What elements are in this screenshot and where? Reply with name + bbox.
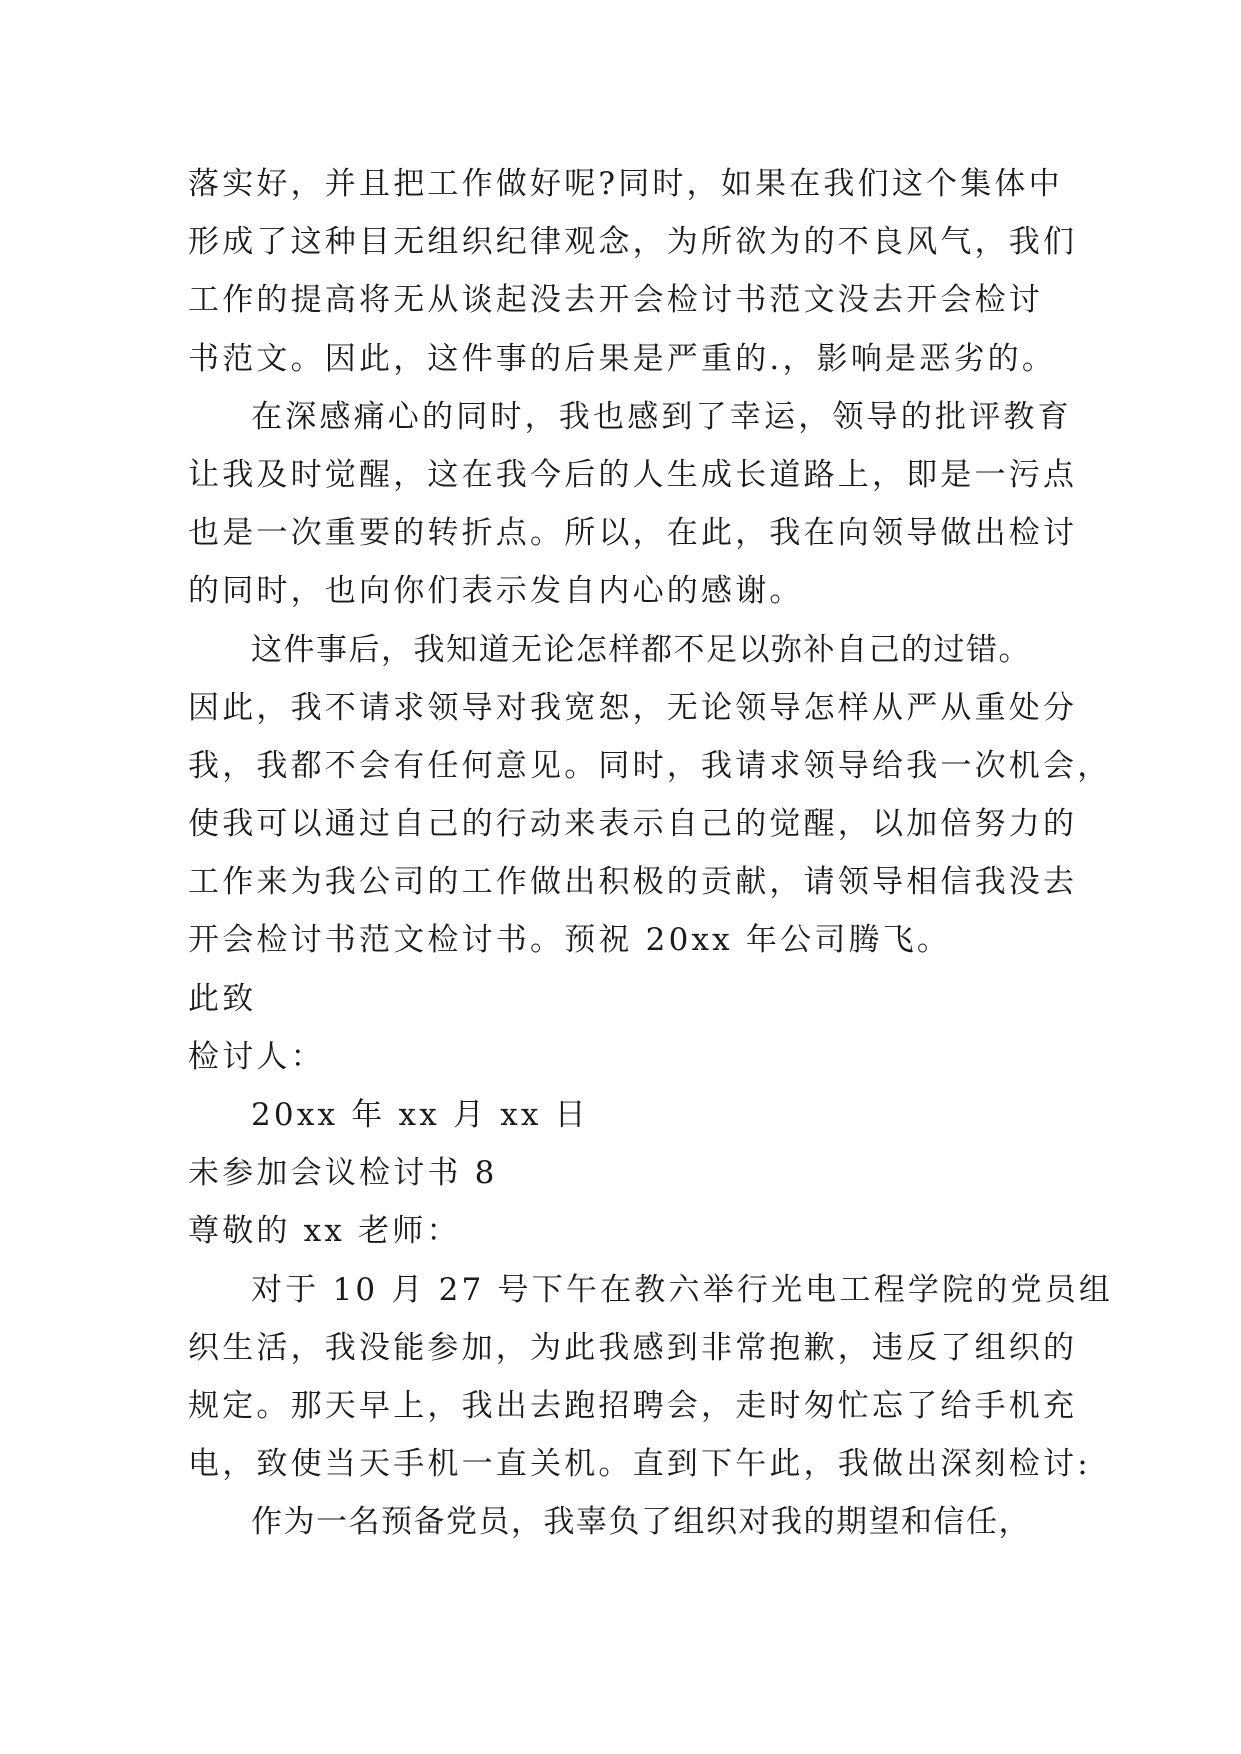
paragraph-line: 规定。那天早上，我出去跑招聘会，走时匆忙忘了给手机充 — [188, 1387, 1078, 1424]
greeting: 尊敬的 xx 老师： — [188, 1213, 461, 1250]
date-line: 20xx 年 xx 月 xx 日 — [251, 1097, 589, 1133]
closing-salutation: 此致 — [188, 980, 257, 1017]
paragraph-line: 对于 10 月 27 号下午在教六举行光电工程学院的党员组 — [251, 1271, 1114, 1308]
paragraph-line: 作为一名预备党员，我辜负了组织对我的期望和信任， — [251, 1504, 1031, 1541]
paragraph-line: 电，致使当天手机一直关机。直到下午此，我做出深刻检讨: — [188, 1446, 1091, 1483]
paragraph-line: 在深感痛心的同时，我也感到了幸运，领导的批评教育 — [251, 398, 1072, 435]
section-title: 未参加会议检讨书 8 — [188, 1155, 498, 1192]
paragraph-line: 这件事后，我知道无论怎样都不足以弥补自己的过错。 — [251, 631, 1031, 668]
document-body — [188, 155, 1114, 1552]
paragraph-line: 织生活，我没能参加，为此我感到非常抱歉，违反了组织的 — [188, 1329, 1078, 1366]
paragraph-line: 让我及时觉醒，这在我今后的人生成长道路上，即是一污点 — [188, 456, 1078, 493]
paragraph-line: 我，我都不会有任何意见。同时，我请求领导给我一次机会， — [188, 747, 1112, 784]
paragraph-line: 工作来为我公司的工作做出积极的贡献，请领导相信我没去 — [188, 864, 1078, 901]
paragraph-line: 开会检讨书范文检讨书。预祝 20xx 年公司腾飞。 — [188, 922, 952, 959]
paragraph-line: 使我可以通过自己的行动来表示自己的觉醒，以加倍努力的 — [188, 806, 1078, 843]
paragraph-line: 形成了这种目无组织纪律观念，为所欲为的不良风气，我们 — [188, 224, 1078, 261]
paragraph-line: 的同时，也向你们表示发自内心的感谢。 — [188, 573, 804, 610]
signer-label: 检讨人： — [188, 1038, 325, 1075]
paragraph-line: 因此，我不请求领导对我宽恕，无论领导怎样从严从重处分 — [188, 689, 1078, 726]
paragraph-line: 书范文。因此，这件事的后果是严重的.，影响是恶劣的。 — [188, 340, 1057, 377]
paragraph-line: 落实好，并且把工作做好呢?同时，如果在我们这个集体中 — [188, 166, 1063, 202]
paragraph-line: 也是一次重要的转折点。所以，在此，我在向领导做出检讨 — [188, 515, 1078, 552]
paragraph-line: 工作的提高将无从谈起没去开会检讨书范文没去开会检讨 — [188, 282, 1043, 319]
